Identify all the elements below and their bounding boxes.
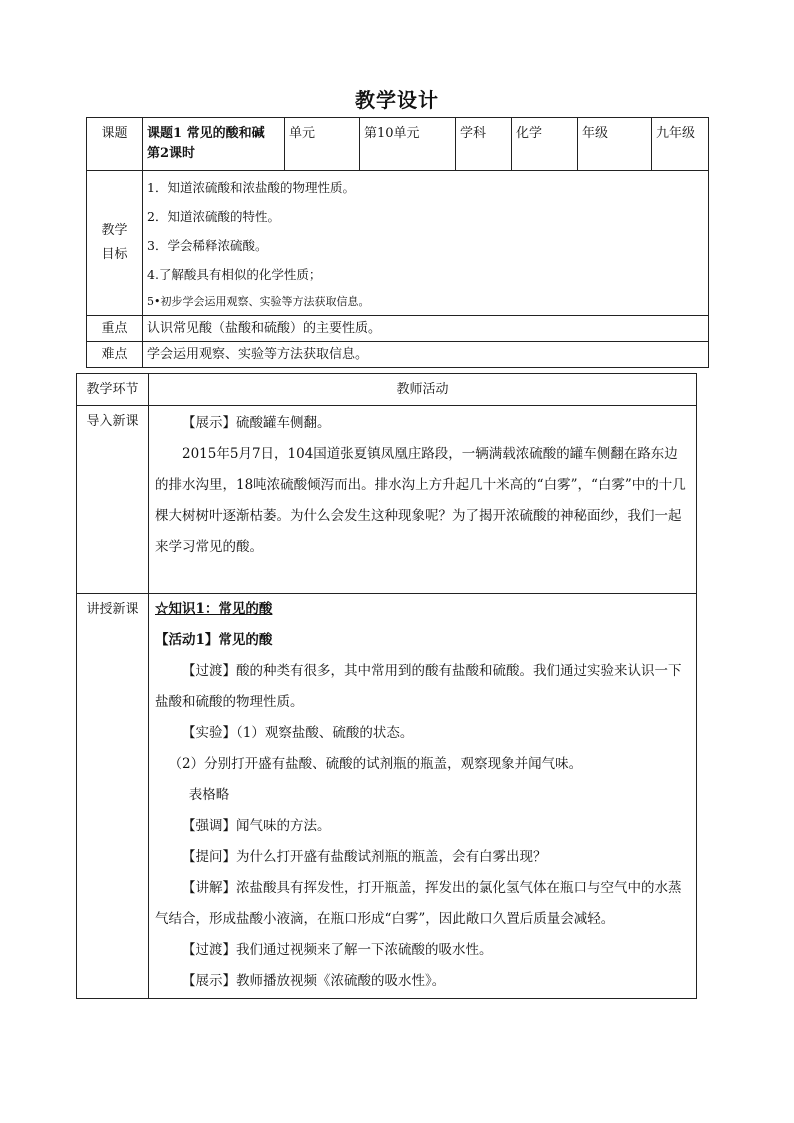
- lecture-line: 【讲解】浓盐酸具有挥发性，打开瓶盖，挥发出的氯化氢气体在瓶口与空气中的水蒸气结合，形成盐酸小液滴，在瓶口形成“白雾”，因此敞口久置后质量会减轻。: [155, 880, 682, 927]
- lecture-line: （2）分别打开盛有盐酸、硫酸的试剂瓶的瓶盖，观察现象并闻气味。: [168, 756, 583, 772]
- topic-label: 课题: [87, 118, 143, 171]
- goal-item: 4.了解酸具有相似的化学性质；: [147, 267, 322, 282]
- goals-label: [87, 171, 143, 316]
- key-point-row: [87, 316, 709, 342]
- activity-title: 【活动1】常见的酸: [155, 632, 273, 648]
- teaching-activity-table: [76, 373, 697, 999]
- key-point-label: 重点: [87, 316, 143, 342]
- intro-row: [77, 406, 697, 594]
- subject-label: 学科: [456, 118, 512, 171]
- goals-label-line-2: 目标: [101, 247, 128, 262]
- subject-value: 化学: [512, 118, 578, 171]
- grade-value: 九年级: [652, 118, 709, 171]
- difficulty-label: 难点: [87, 342, 143, 368]
- lecture-line: 【过渡】酸的种类有很多，其中常用到的酸有盐酸和硫酸。我们通过实验来认识一下盐酸和硫酸的物理性质。: [155, 663, 682, 710]
- key-point-value: 认识常见酸（盐酸和硫酸）的主要性质。: [143, 316, 709, 342]
- lecture-line: 表格略: [188, 787, 230, 803]
- goals-label-line-1: 教学: [101, 223, 128, 238]
- topic-line-1: 课题1 常见的酸和碱: [147, 126, 265, 141]
- unit-label: 单元: [285, 118, 360, 171]
- difficulty-row: [87, 342, 709, 368]
- lecture-content: [149, 594, 697, 999]
- col-header-stage: 教学环节: [77, 374, 149, 406]
- lecture-line: 【强调】闻气味的方法。: [182, 818, 331, 834]
- lecture-line: 【实验】（1）观察盐酸、硫酸的状态。: [182, 725, 414, 741]
- intro-content: [149, 406, 697, 594]
- goal-item: 5•初步学会运用观察、实验等方法获取信息。: [147, 295, 370, 308]
- goal-item: 3．学会稀释浓硫酸。: [147, 238, 268, 253]
- lecture-line: 【展示】教师播放视频《浓硫酸的吸水性》。: [182, 973, 446, 989]
- topic-value: [143, 118, 285, 171]
- intro-line: 【展示】硫酸罐车侧翻。: [182, 415, 331, 431]
- goal-item: 2．知道浓硫酸的特性。: [147, 209, 280, 224]
- grade-label: 年级: [578, 118, 652, 171]
- knowledge-title: ☆知识1：常见的酸: [155, 601, 273, 617]
- activity-header-row: [77, 374, 697, 406]
- lecture-label: 讲授新课: [77, 594, 149, 999]
- topic-row: [87, 118, 709, 171]
- difficulty-value: 学会运用观察、实验等方法获取信息。: [143, 342, 709, 368]
- lecture-line: 【提问】为什么打开盛有盐酸试剂瓶的瓶盖，会有白雾出现？: [182, 849, 547, 865]
- topic-line-2: 第2课时: [147, 146, 196, 161]
- page-title: 教学设计: [355, 88, 439, 112]
- intro-label: 导入新课: [77, 406, 149, 594]
- course-info-table: [86, 117, 709, 368]
- goals-content: [143, 171, 709, 316]
- lecture-row: [77, 594, 697, 999]
- goal-item: 1．知道浓硫酸和浓盐酸的物理性质。: [147, 180, 355, 195]
- goals-row: [87, 171, 709, 316]
- col-header-teacher-activity: 教师活动: [149, 374, 697, 406]
- lecture-line: 【过渡】我们通过视频来了解一下浓硫酸的吸水性。: [182, 942, 493, 958]
- unit-value: 第10单元: [360, 118, 456, 171]
- intro-line: 2015年5月7日，104国道张夏镇凤凰庄路段，一辆满载浓硫酸的罐车侧翻在路东边的排水沟里，18吨浓硫酸倾泻而出。排水沟上方升起几十米高的“白雾”，“白雾”中的十几棵大树树叶逐渐枯萎。为什么会发生这种现象呢？为了揭开浓硫酸的神秘面纱，我们一起来学习常见的酸。: [155, 446, 686, 555]
